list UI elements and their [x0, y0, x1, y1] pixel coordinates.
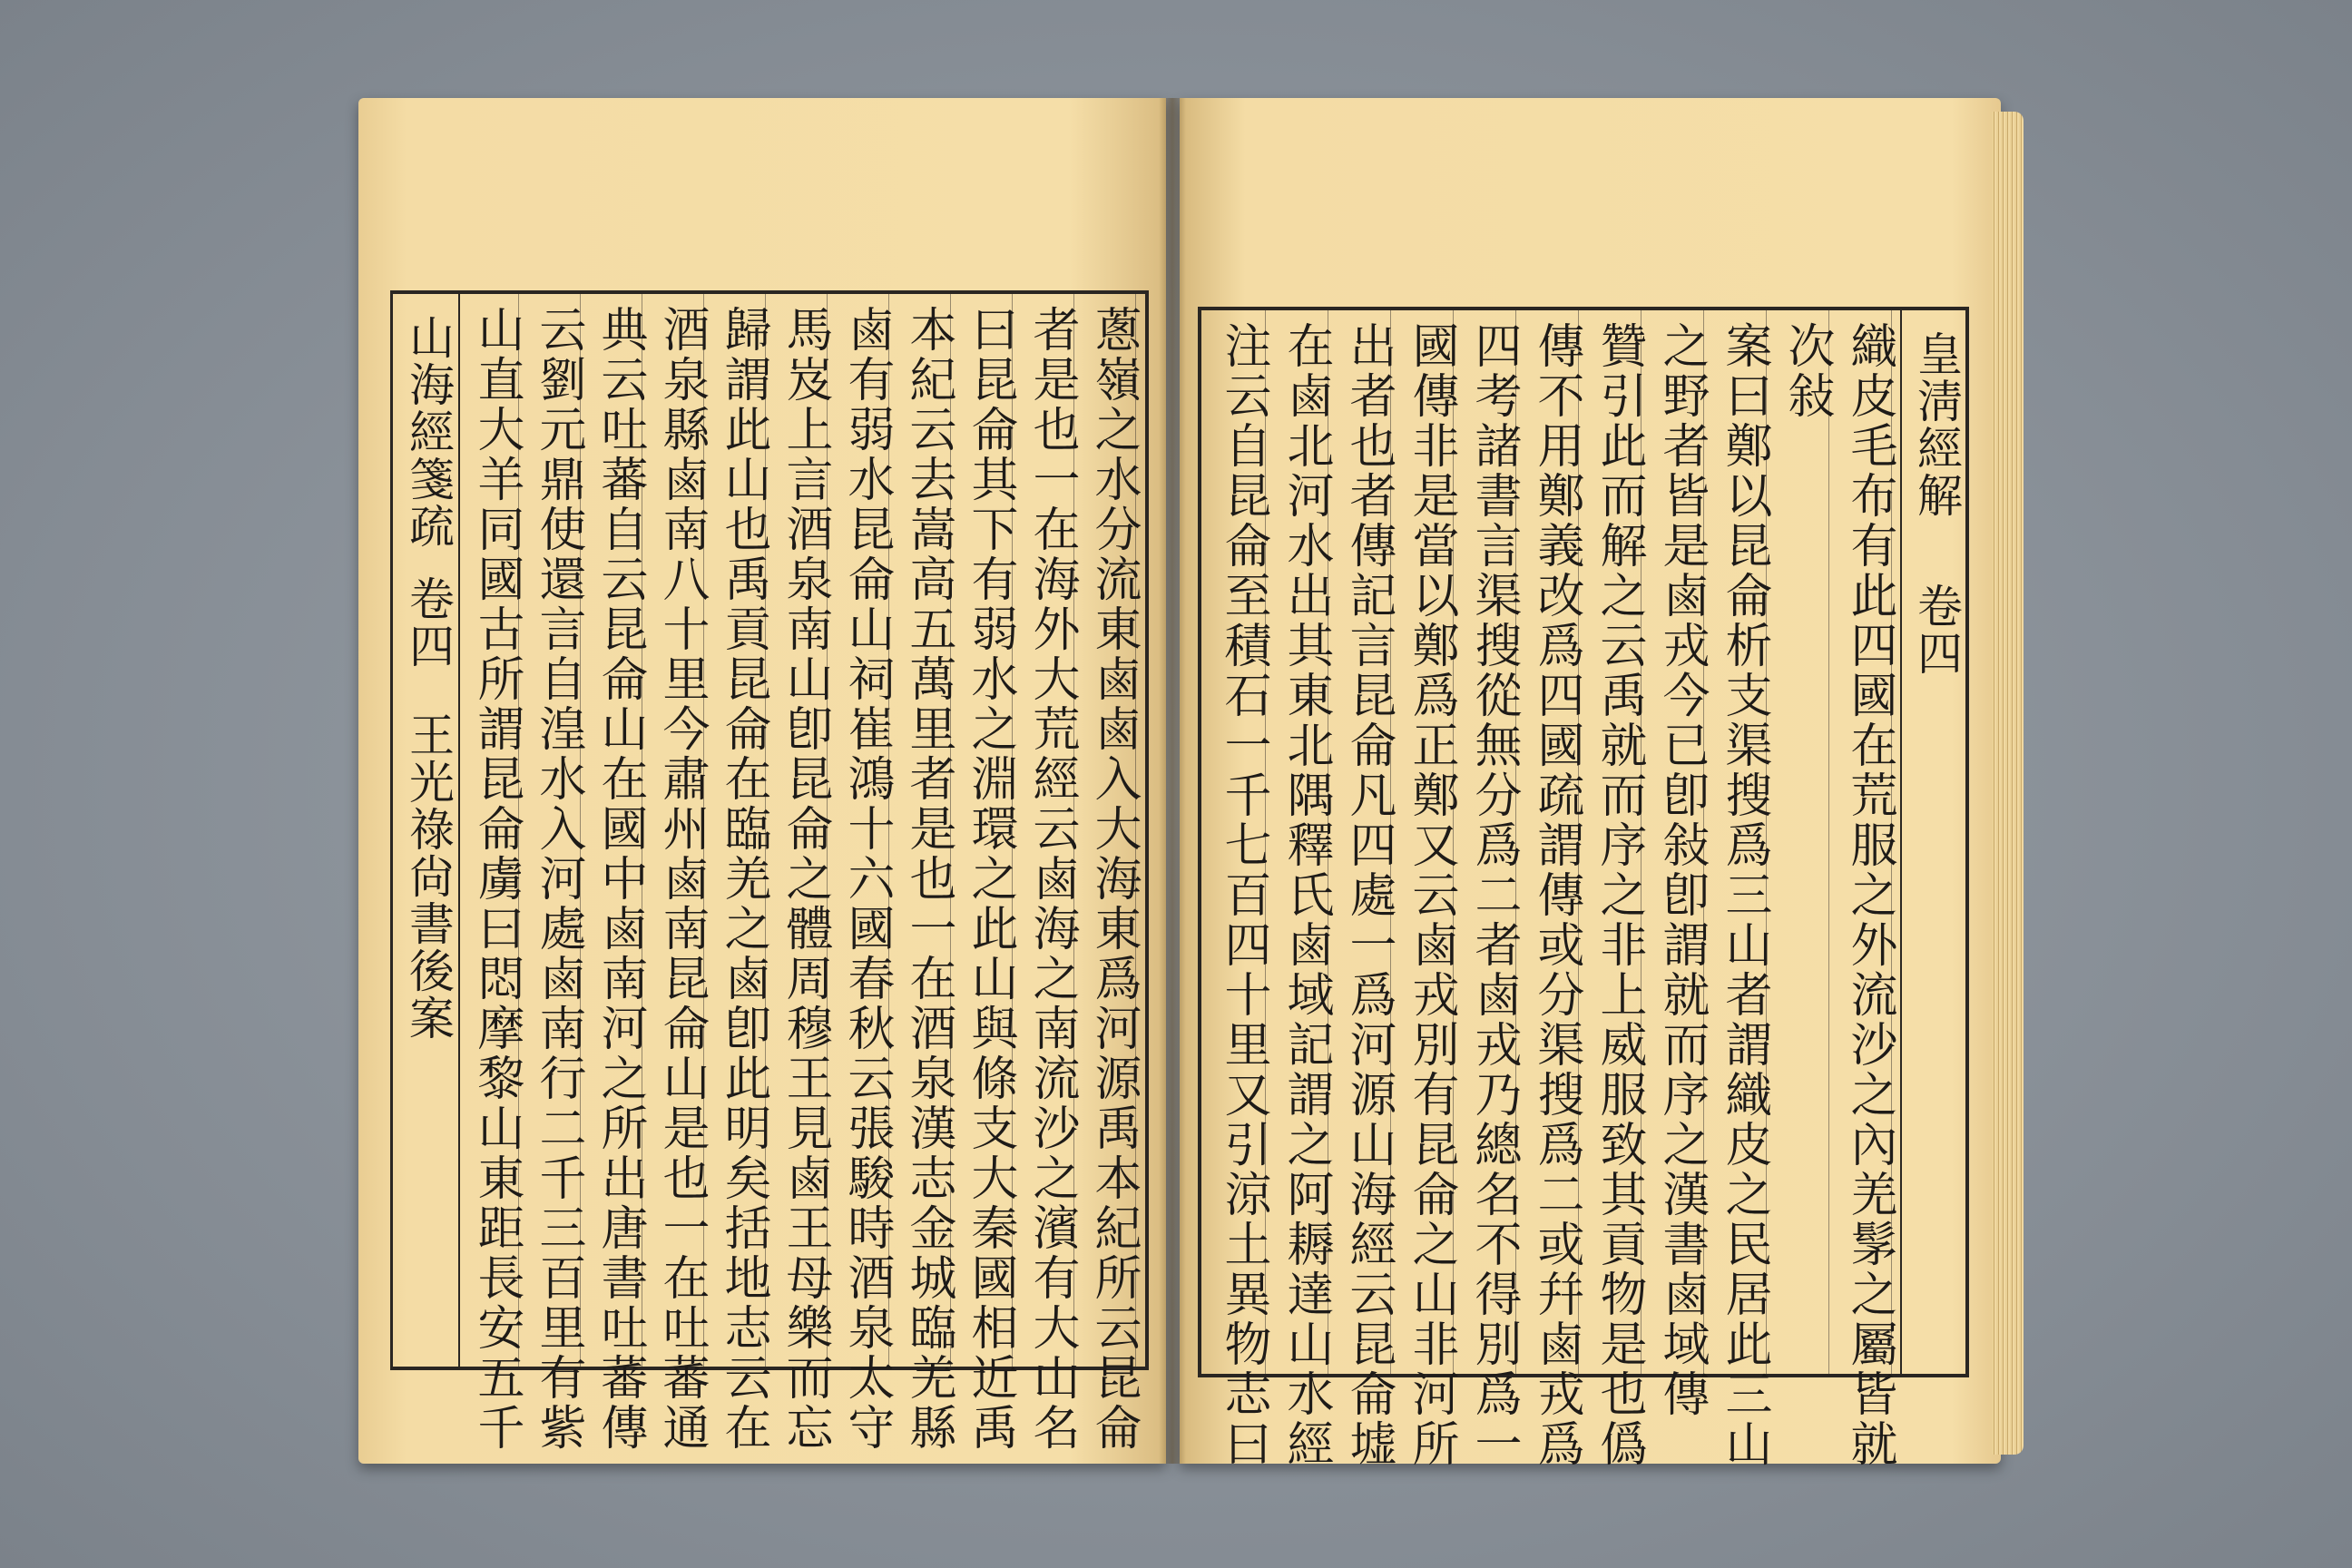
left-margin-volume: 卷四	[402, 575, 455, 670]
text-column: 云劉元鼎使還言自湟水入河處鹵南行二千三百里有紫	[531, 305, 585, 1453]
left-margin-title: 山海經箋疏	[402, 314, 455, 550]
text-column: 者是也一在海外大荒經云鹵海之南流沙之濱有大山名	[1024, 305, 1079, 1453]
text-column: 曰昆侖其下有弱水之淵環之此山與條支大秦國相近禹	[963, 305, 1017, 1453]
left-margin-note: 王光祿尙書後案	[402, 711, 455, 1042]
text-column: 歸謂此山也禹貢昆侖在臨羌之鹵卽此明矣括地志云在	[716, 305, 770, 1453]
text-column: 出者也者傳記言昆侖凡四處一爲河源山海經云昆侖墟	[1341, 321, 1396, 1469]
text-column: 蔥嶺之水分流東鹵鹵入大海東爲河源禹本紀所云昆侖	[1086, 305, 1141, 1453]
text-column: 四考諸書言渠搜從無分爲二者鹵戎乃總名不得別爲一	[1466, 321, 1521, 1469]
text-column: 國傳非是當以鄭爲正鄭又云鹵戎別有昆侖之山非河所	[1404, 321, 1458, 1469]
text-column: 酒泉縣鹵南八十里今肅州鹵南昆侖山是也一在吐蕃通	[654, 305, 709, 1453]
text-column: 山直大羊同國古所謂昆侖虜曰悶摩黎山東距長安五千	[469, 305, 524, 1453]
text-column: 注云自昆侖至積石一千七百四十里又引涼土異物志曰	[1216, 321, 1270, 1469]
right-margin-title: 皇淸經解	[1910, 330, 1963, 519]
text-column: 在鹵北河水出其東北隅釋氏鹵域記謂之阿耨達山水經	[1279, 321, 1333, 1469]
right-margin-volume: 卷四	[1910, 583, 1963, 677]
text-column: 馬岌上言酒泉南山卽昆侖之體周穆王見鹵王母樂而忘	[778, 305, 832, 1453]
text-column: 典云吐蕃自云昆侖山在國中鹵南河之所出唐書吐蕃傳	[593, 305, 647, 1453]
text-column: 之野者皆是鹵戎今已卽敍卽謂就而序之漢書鹵域傳	[1654, 321, 1709, 1419]
text-column: 本紀云去嵩高五萬里者是也一在酒泉漢志金城臨羌縣	[901, 305, 956, 1453]
book-gutter	[1159, 98, 1186, 1464]
left-text-frame	[390, 290, 1149, 1453]
column-rule	[1828, 310, 1829, 1374]
text-column: 贊引此而解之云禹就而序之非上威服致其貢物是也僞	[1592, 321, 1646, 1469]
text-column: 鹵有弱水昆侖山祠崔鴻十六國春秋云張駿時酒泉太守	[839, 305, 894, 1453]
text-column: 案曰鄭以昆侖析支渠搜爲三山者謂織皮之民居此三山	[1717, 321, 1771, 1469]
text-column: 織皮毛布有此四國在荒服之外流沙之內羌髳之屬皆就	[1842, 321, 1896, 1469]
text-column: 次敍	[1779, 321, 1834, 421]
right-text-frame	[1198, 307, 1969, 1469]
text-column: 傳不用鄭義改爲四國疏謂傳或分渠搜爲二或幷鹵戎爲	[1529, 321, 1583, 1469]
open-book	[358, 98, 2024, 1469]
page-edges	[1992, 112, 2024, 1455]
